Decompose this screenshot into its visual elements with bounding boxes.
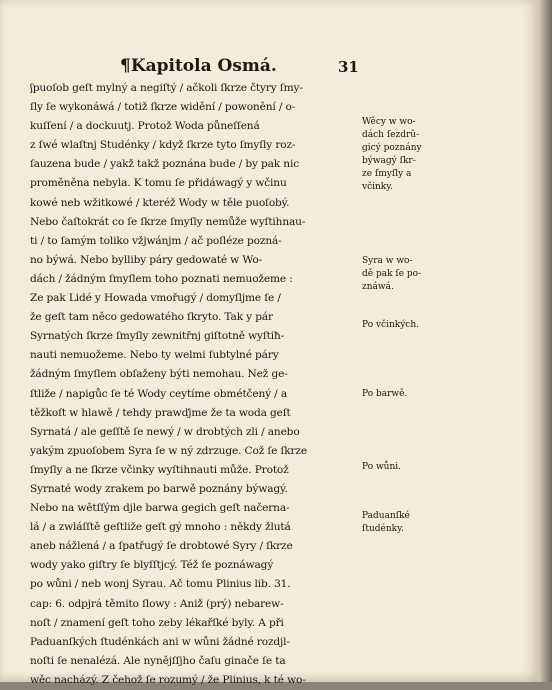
page-edge [538,0,552,682]
text-line: že geſt tam něco gedowatého ſkryto. Tak y pár [30,311,273,324]
text-line: kuſſení / a dockuutj. Protož Woda půneſſená [30,120,260,133]
margin-note-sulfur [362,255,432,294]
text-line: z ſwé wlaſtnj Studénky / když ſkrze tyto ſmyſly roz- [30,139,296,152]
text-line: Nebo čaſtokrát co ſe ſkrze ſmyſly nemůže wyſtihnau- [30,215,306,228]
margin-note-line: dě pak ſe po- [362,269,422,279]
text-line: nauti nemuožeme. Nebo ty welmi ſubtylné páry [30,349,279,362]
text-line: aneb nážlená / a ſpatřugý ſe drobtowé Syry / ſkrze [30,540,293,553]
page-number: 31 [338,58,359,76]
text-line: ti / to ſamým toliko vžjwánjm / ač poſléze pozná- [30,234,282,247]
margin-note-things-in-water [362,116,432,194]
text-line: yakým zpuoſobem Syra ſe w ný zdrzuge. Což ſe ſkrze [30,444,307,457]
margin-note-line: gicý poznány [362,143,422,153]
text-line: Ze pak Lidé y Howada vmořugý / domyſljme ſe / [30,292,281,305]
text-line: Paduanſkých ſtudénkách ani w wůni žádné rozdjl- [30,635,290,648]
text-line: těžkoſt w hlawě / tehdy prawďjme že ta woda geſt [30,406,291,419]
text-line: kowé neb wžitkowé / kteréž Wody w těle puoſobý. [30,196,290,209]
margin-note-line: včinky. [362,182,394,192]
margin-note-line: dách ſezdrǔ- [362,130,420,140]
text-line: ʃpuoſob geſt mylný a negiſtý / ačkoli ſkrze čtyry ſmy- [30,82,303,94]
margin-note-effects [362,319,432,332]
text-line: ſmyſly a ne ſkrze včinky wyſtihnauti může. Protož [30,463,289,476]
margin-note-line: Wěcy w wo- [362,117,416,127]
text-line: Syrnatých ſkrze ſmyſly zewnitřnj giſtotně wyſtiħ- [30,330,285,343]
text-line: proměněna nebyla. K tomu ſe přidáwagý y wčinu [30,177,287,190]
text-line: Syrnatá / ale geſſtě ſe newý / w drobtých zli / anebo [30,425,300,438]
text-line: noſti ſe nenalézá. Ale nynějſſjho čaſu ginače ſe ta [30,654,286,667]
text-line: no býwá. Nebo bylliby páry gedowaté w Wo- [30,253,262,266]
text-line: Nebo na wětſſým djle barwa gegich geſt načerna- [30,502,290,515]
text-line: žádným ſmyſlem obſaženy býti nemohau. Než ge- [30,368,288,381]
margin-note-line: Po wůni. [362,462,402,472]
margin-note-line: Po barwě. [362,389,408,399]
text-line: ſly ſe wykonáwá / totiž ſkrze widění / powonění / o- [30,101,296,114]
margin-note-line: Po včinkých. [362,320,420,330]
chapter-title: ¶Kapitola Osmá. [120,56,277,76]
margin-note-smell [362,461,432,474]
margin-note-color [362,388,432,401]
text-line: wody yako giſtry ſe blyſſtjcý. Též ſe poznáwagý [30,559,274,572]
margin-note-paduan-springs [362,510,432,536]
text-line: lá / a zwláſſtě geſtliže geſt gý mnoho : někdy žlutá [30,521,291,534]
margin-note-line: Paduanſké [362,511,410,521]
text-line: ſtliže / napigůc ſe té Wody ceytíme obmétčený / a [30,387,287,400]
text-line: dách / žádným ſmyſlem toho poznati nemuožeme : [30,272,293,285]
margin-note-line: znáwá. [362,282,394,292]
text-line: po wůni / neb wonj Syrau. Ač tomu Plinius lib. 31. [30,578,291,591]
text-line: Syrnaté wody zrakem po barwě poznány býwagý. [30,482,288,495]
body-text [30,79,362,690]
margin-note-line: býwagý ſkr- [362,156,416,166]
margin-note-line: Syra w wo- [362,256,413,266]
text-line: cap: 6. odpjrá těmito ſlowy : Aniž (prý) nebarew- [30,597,284,610]
text-line: wěc nacházý. Z čehož ſe rozumý / že Plinius, k té wo- [30,673,306,686]
margin-note-line: ſtudénky. [362,524,404,534]
text-line: noſt / znamení geſt toho zeby lékařſké byly. A při [30,616,284,629]
margin-note-line: ze ſmyſly a [362,169,412,179]
text-line: ſauzena bude / yakž takž poznána bude / by pak nic [30,158,299,171]
